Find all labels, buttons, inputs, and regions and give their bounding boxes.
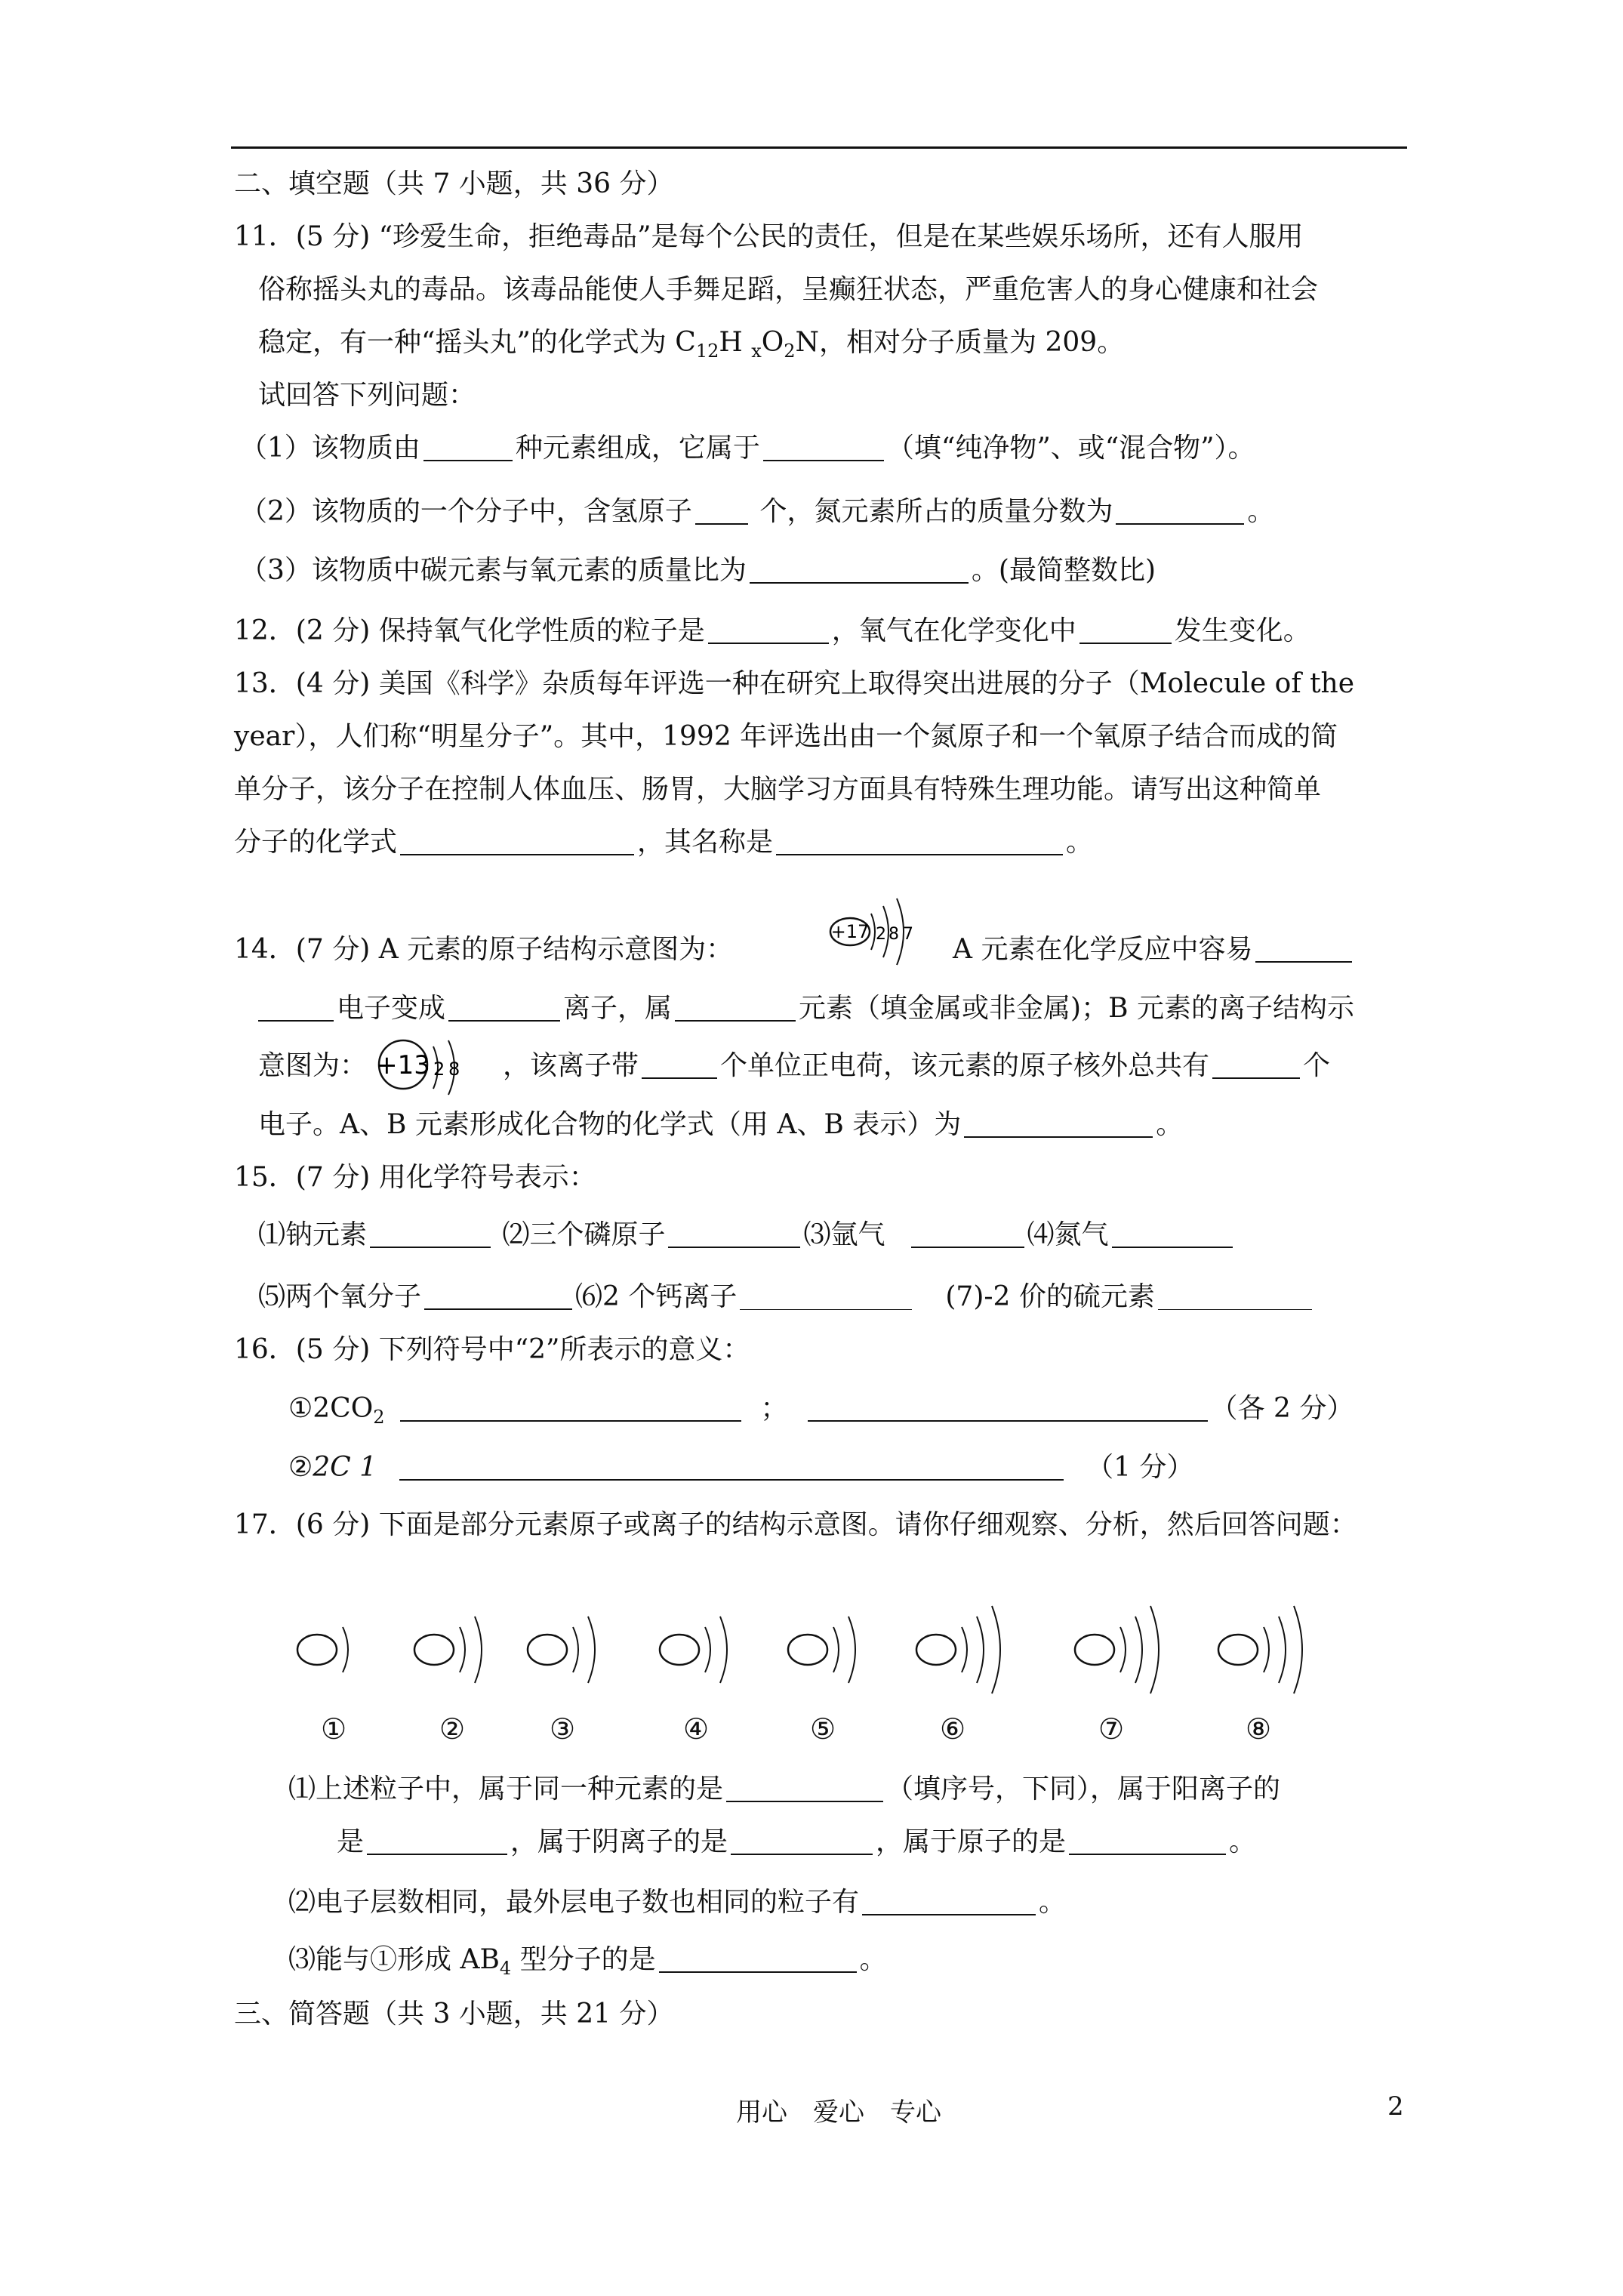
answer-blank[interactable] xyxy=(1158,1281,1312,1310)
electron-shell xyxy=(343,1627,348,1672)
nucleus xyxy=(788,1635,827,1665)
question-17-sub1-line1: ⑴上述粒子中，属于同一种元素的是 （填序号，下同），属于阳离子的 xyxy=(288,1774,1281,1804)
electron-shell xyxy=(833,1627,839,1672)
electron-shell xyxy=(460,1627,465,1672)
label-8: ⑧ xyxy=(1246,1712,1272,1746)
question-16-row1: $①2CO_2$ ； （各 2 分） xyxy=(288,1393,1354,1428)
electron-shell xyxy=(705,1627,710,1672)
question-17-sub2: ⑵电子层数相同，最外层电子数也相同的粒子有 。 xyxy=(288,1887,1067,1918)
svg-text:+17: +17 xyxy=(830,921,870,942)
answer-blank[interactable] xyxy=(1112,1218,1233,1248)
question-13-line4: 分子的化学式 ，其名称是 。 xyxy=(234,827,1094,858)
svg-text:8: 8 xyxy=(888,925,899,944)
answer-blank[interactable] xyxy=(1116,495,1244,525)
svg-text:8: 8 xyxy=(448,1059,460,1080)
particle-diagram-4 xyxy=(660,1616,727,1683)
electron-shell xyxy=(1294,1606,1302,1693)
atom-diagram-a xyxy=(821,885,935,975)
answer-blank[interactable] xyxy=(726,1772,883,1802)
electron-shell xyxy=(1150,1606,1159,1693)
section-title: 三、简答题（共 3 小题，共 21 分） xyxy=(234,1999,674,2029)
question-11-line2: 俗称摇头丸的毒品。该毒品能使人手舞足蹈，呈癫狂状态，严重危害人的身心健康和社会 xyxy=(258,274,1319,305)
answer-blank[interactable] xyxy=(731,1825,873,1855)
label-2: ② xyxy=(439,1712,466,1746)
question-14-line3b: ，该离子带 个单位正电荷，该元素的原子核外总共有 个 xyxy=(503,1050,1331,1081)
answer-blank[interactable] xyxy=(668,1218,800,1248)
particle-diagram-7 xyxy=(1075,1606,1159,1693)
ion-diagram-b xyxy=(370,1031,483,1107)
answer-blank[interactable] xyxy=(424,1280,572,1310)
question-17-sub1-line2: 是 ，属于阴离子的是 ，属于原子的是 。 xyxy=(337,1826,1257,1857)
question-11-part2: （2）该物质的一个分子中，含氢原子 个，氮元素所占的质量分数为 。 xyxy=(240,496,1275,527)
label-7: ⑦ xyxy=(1098,1712,1125,1746)
nucleus xyxy=(297,1635,337,1665)
particle-diagrams xyxy=(287,1570,1344,1714)
answer-blank[interactable] xyxy=(400,825,634,855)
answer-blank[interactable] xyxy=(708,614,829,644)
answer-blank[interactable] xyxy=(808,1391,1208,1422)
answer-blank[interactable] xyxy=(740,1281,912,1310)
electron-shell xyxy=(720,1616,727,1683)
question-14-line1b: A 元素在化学反应中容易 xyxy=(953,930,1355,969)
svg-text:7: 7 xyxy=(903,925,913,944)
question-14-line2: 电子变成 离子，属 元素（填金属或非金属)；B 元素的离子结构示 xyxy=(258,989,1354,1028)
nucleus xyxy=(916,1635,956,1665)
question-14-line1a: 14．(7 分) A 元素的原子结构示意图为： xyxy=(234,934,734,965)
question-15-row2: ⑸两个氧分子 ⑹2 个钙离子 (7)-2 价的硫元素 xyxy=(258,1277,1315,1317)
answer-blank[interactable] xyxy=(862,1885,1036,1915)
answer-blank[interactable] xyxy=(750,553,969,584)
question-13-line2: year），人们称“明星分子”。其中，1992 年评选出由一个氮原子和一个氧原子结合而成的简 xyxy=(234,721,1338,752)
svg-text:2: 2 xyxy=(876,925,886,944)
answer-blank[interactable] xyxy=(763,431,884,461)
particle-diagram-3 xyxy=(528,1616,595,1683)
label-5: ⑤ xyxy=(810,1712,836,1746)
answer-blank[interactable] xyxy=(448,991,560,1022)
electron-shell xyxy=(977,1616,984,1683)
electron-shell xyxy=(992,1606,1000,1693)
question-15-row1: ⑴钠元素 ⑵三个磷原子 ⑶氩气 ⑷氮气 xyxy=(258,1216,1236,1255)
answer-blank[interactable] xyxy=(1255,932,1352,963)
page-number: 2 xyxy=(1387,2091,1404,2122)
answer-blank[interactable] xyxy=(423,431,513,461)
answer-blank[interactable] xyxy=(964,1108,1153,1138)
answer-blank[interactable] xyxy=(399,1450,1064,1481)
nucleus xyxy=(660,1635,699,1665)
nucleus xyxy=(528,1635,567,1665)
answer-blank[interactable] xyxy=(370,1218,491,1248)
answer-blank[interactable] xyxy=(1212,1049,1300,1079)
answer-blank[interactable] xyxy=(776,825,1063,855)
answer-blank[interactable] xyxy=(675,991,796,1022)
nucleus xyxy=(1218,1635,1258,1665)
particle-diagram-6 xyxy=(916,1606,1000,1693)
question-11-part3: （3）该物质中碳元素与氧元素的质量比为 。(最简整数比) xyxy=(240,555,1156,586)
svg-text:2: 2 xyxy=(433,1059,445,1080)
question-11-line3: 稳定，有一种“摇头丸”的化学式为 $C_{12}H$ $_xO_2N$，相对分子质量为 209。 xyxy=(258,327,1125,362)
answer-blank[interactable] xyxy=(258,991,334,1022)
question-14-line4: 电子。A、B 元素形成化合物的化学式（用 A、B 表示）为 。 xyxy=(258,1109,1184,1140)
particle-diagram-2 xyxy=(414,1616,482,1683)
electron-shell xyxy=(1135,1616,1142,1683)
particle-diagram-8 xyxy=(1218,1606,1302,1693)
answer-blank[interactable] xyxy=(659,1943,857,1973)
question-16-row2: ②2C 1 （1 分） xyxy=(288,1452,1194,1483)
electron-shell xyxy=(962,1627,967,1672)
particle-diagram-1 xyxy=(297,1627,348,1672)
electron-shell xyxy=(588,1616,595,1683)
question-16-title: 16．(5 分) 下列符号中“2”所表示的意义： xyxy=(234,1334,750,1365)
footer-motto: 用心 爱心 专心 xyxy=(736,2097,941,2128)
question-15-title: 15．(7 分) 用化学符号表示： xyxy=(234,1162,596,1193)
electron-shell xyxy=(848,1616,855,1683)
question-17-title: 17．(6 分) 下面是部分元素原子或离子的结构示意图。请你仔细观察、分析，然后回答问题： xyxy=(234,1509,1357,1540)
question-14-line3a: 意图为： xyxy=(258,1050,368,1081)
question-11-prompt: 试回答下列问题： xyxy=(258,380,476,411)
electron-shell xyxy=(475,1616,482,1683)
answer-blank[interactable] xyxy=(911,1218,1024,1248)
answer-blank[interactable] xyxy=(642,1049,717,1079)
answer-blank[interactable] xyxy=(1079,614,1172,644)
nucleus xyxy=(414,1635,454,1665)
question-17-sub3: ⑶能与①形成 $AB_4$ 型分子的是 。 xyxy=(288,1944,887,1979)
question-13-line3: 单分子，该分子在控制人体血压、肠胃，大脑学习方面具有特殊生理功能。请写出这种简单 xyxy=(234,774,1322,805)
label-4: ④ xyxy=(683,1712,710,1746)
question-11-part1: （1）该物质由 种元素组成，它属于 （填“纯净物”、或“混合物”）。 xyxy=(240,433,1255,464)
answer-blank[interactable] xyxy=(400,1391,741,1422)
header-rule xyxy=(231,146,1407,149)
answer-blank[interactable] xyxy=(695,495,748,525)
electron-shell xyxy=(1264,1627,1269,1672)
label-3: ③ xyxy=(550,1712,576,1746)
question-12: 12．(2 分) 保持氧气化学性质的粒子是 ，氧气在化学变化中 发生变化。 xyxy=(234,615,1310,646)
question-13-line1: 13．(4 分) 美国《科学》杂质每年评选一种在研究上取得突出进展的分子（Molecule of the xyxy=(234,668,1355,699)
section-title: 二、填空题（共 7 小题，共 36 分） xyxy=(234,168,674,199)
svg-text:+13: +13 xyxy=(376,1050,430,1080)
particle-diagram-5 xyxy=(788,1616,855,1683)
label-1: ① xyxy=(321,1712,347,1746)
electron-shell xyxy=(1279,1616,1286,1683)
answer-blank[interactable] xyxy=(1069,1825,1226,1855)
question-11-line1: 11．(5 分) “珍爱生命，拒绝毒品”是每个公民的责任，但是在某些娱乐场所，还有人服用 xyxy=(234,221,1304,252)
electron-shell xyxy=(1120,1627,1126,1672)
nucleus xyxy=(1075,1635,1114,1665)
label-6: ⑥ xyxy=(940,1712,966,1746)
electron-shell xyxy=(573,1627,578,1672)
answer-blank[interactable] xyxy=(367,1825,507,1855)
